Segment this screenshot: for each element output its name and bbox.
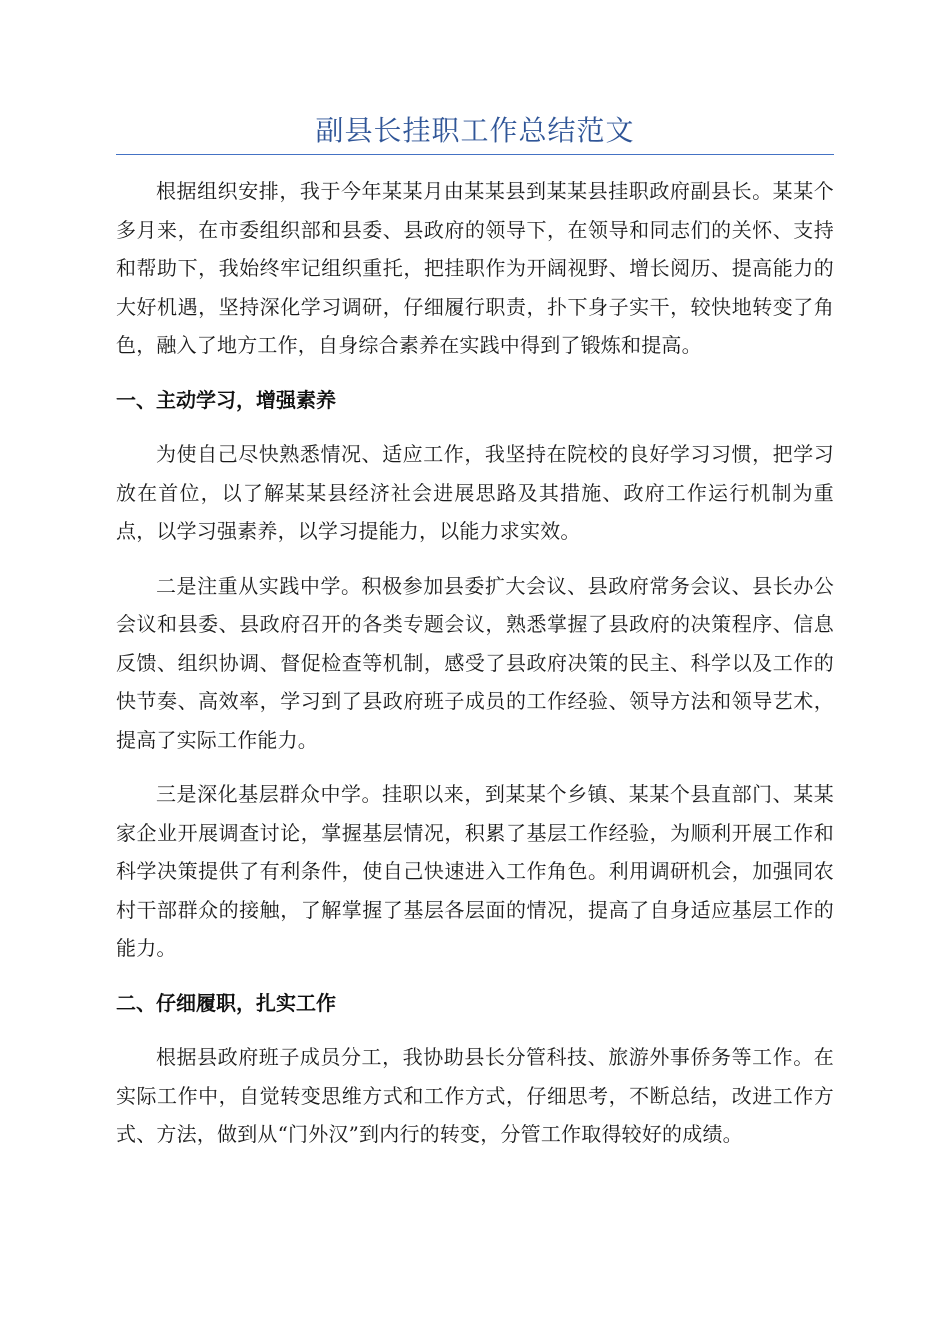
- paragraph-duty-1: 根据县政府班子成员分工，我协助县长分管科技、旅游外事侨务等工作。在实际工作中，自觉转变思维方式和工作方式，仔细思考，不断总结，改进工作方式、方法，做到从“门外汉”到内行的转变，分管工作取得较好的成绩。: [116, 1045, 834, 1146]
- paragraph-study-2: 二是注重从实践中学。积极参加县委扩大会议、县政府常务会议、县长办公会议和县委、县政府召开的各类专题会议，熟悉掌握了县政府的决策程序、信息反馈、组织协调、督促检查等机制，感受了县政府决策的民主、科学以及工作的快节奏、高效率，学习到了县政府班子成员的工作经验、领导方法和领导艺术，提高了实际工作能力。: [116, 573, 834, 752]
- paragraph-study-1: 为使自己尽快熟悉情况、适应工作，我坚持在院校的良好学习习惯，把学习放在首位，以了解某某县经济社会进展思路及其措施、政府工作运行机制为重点，以学习强素养，以学习提能力，以能力求实效。: [116, 442, 834, 543]
- document-body: [116, 172, 834, 1170]
- title-underline: [116, 154, 834, 155]
- paragraph-study-3: 三是深化基层群众中学。挂职以来，到某某个乡镇、某某个县直部门、某某家企业开展调查讨论，掌握基层情况，积累了基层工作经验，为顺利开展工作和科学决策提供了有利条件，使自己快速进入工作角色。利用调研机会，加强同农村干部群众的接触，了解掌握了基层各层面的情况，提高了自身适应基层工作的能力。: [116, 782, 834, 960]
- paragraph-intro: 根据组织安排，我于今年某某月由某某县到某某县挂职政府副县长。某某个多月来，在市委组织部和县委、县政府的领导下，在领导和同志们的关怀、支持和帮助下，我始终牢记组织重托，把挂职作为开阔视野、增长阅历、提高能力的大好机遇，坚持深化学习调研，仔细履行职责，扑下身子实干，较快地转变了角色，融入了地方工作，自身综合素养在实践中得到了锻炼和提高。: [116, 179, 834, 357]
- section-heading-1: 一、主动学习，增强素养: [116, 387, 336, 412]
- section-heading-2: 二、仔细履职，扎实工作: [116, 990, 336, 1015]
- document-title: 副县长挂职工作总结范文: [315, 114, 635, 147]
